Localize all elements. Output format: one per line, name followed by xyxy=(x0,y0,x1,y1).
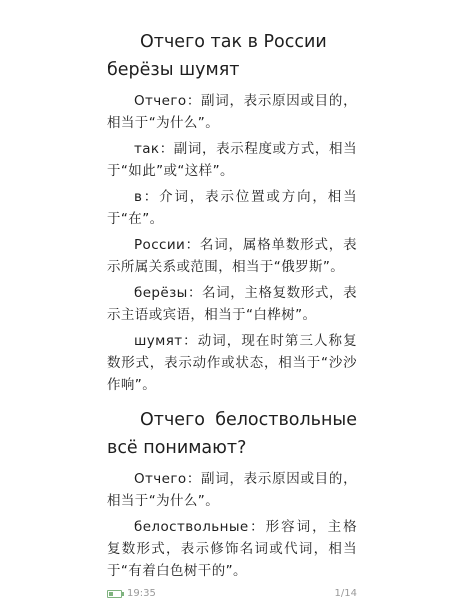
battery-icon xyxy=(107,590,122,598)
reader-content xyxy=(107,28,357,586)
page-indicator: 1/14 xyxy=(334,588,357,599)
paragraph: России：名词，属格单数形式，表示所属关系或范围，相当于“俄罗斯”。 xyxy=(107,237,357,275)
section-heading xyxy=(107,406,357,462)
paragraph: Отчего：副词，表示原因或目的，相当于“为什么”。 xyxy=(107,93,357,131)
clock-time: 19:35 xyxy=(127,588,156,599)
page-title xyxy=(107,28,357,84)
status-bar xyxy=(107,588,357,604)
section-2 xyxy=(107,468,357,582)
heading-word-2: белоствольные xyxy=(215,410,357,430)
heading-word-1: Отчего xyxy=(140,410,205,430)
heading-line-2: всё понимают? xyxy=(107,438,247,458)
paragraph: белоствольные：形容词，主格复数形式，表示修饰名词或代词，相当于“有着白色树干的”。 xyxy=(107,519,357,579)
paragraph: шумят：动词，现在时第三人称复数形式，表示动作或状态，相当于“沙沙作响”。 xyxy=(107,333,357,393)
paragraph: Отчего：副词，表示原因或目的，相当于“为什么”。 xyxy=(107,471,357,509)
section-1 xyxy=(107,90,357,396)
paragraph: так：副词，表示程度或方式，相当于“如此”或“这样”。 xyxy=(107,141,357,179)
title-line-2: берёзы шумят xyxy=(107,60,240,80)
title-line-1: Отчего так в России xyxy=(140,32,327,52)
paragraph: берёзы：名词，主格复数形式，表示主语或宾语，相当于“白桦树”。 xyxy=(107,285,357,323)
paragraph: в：介词，表示位置或方向，相当于“在”。 xyxy=(107,189,357,227)
